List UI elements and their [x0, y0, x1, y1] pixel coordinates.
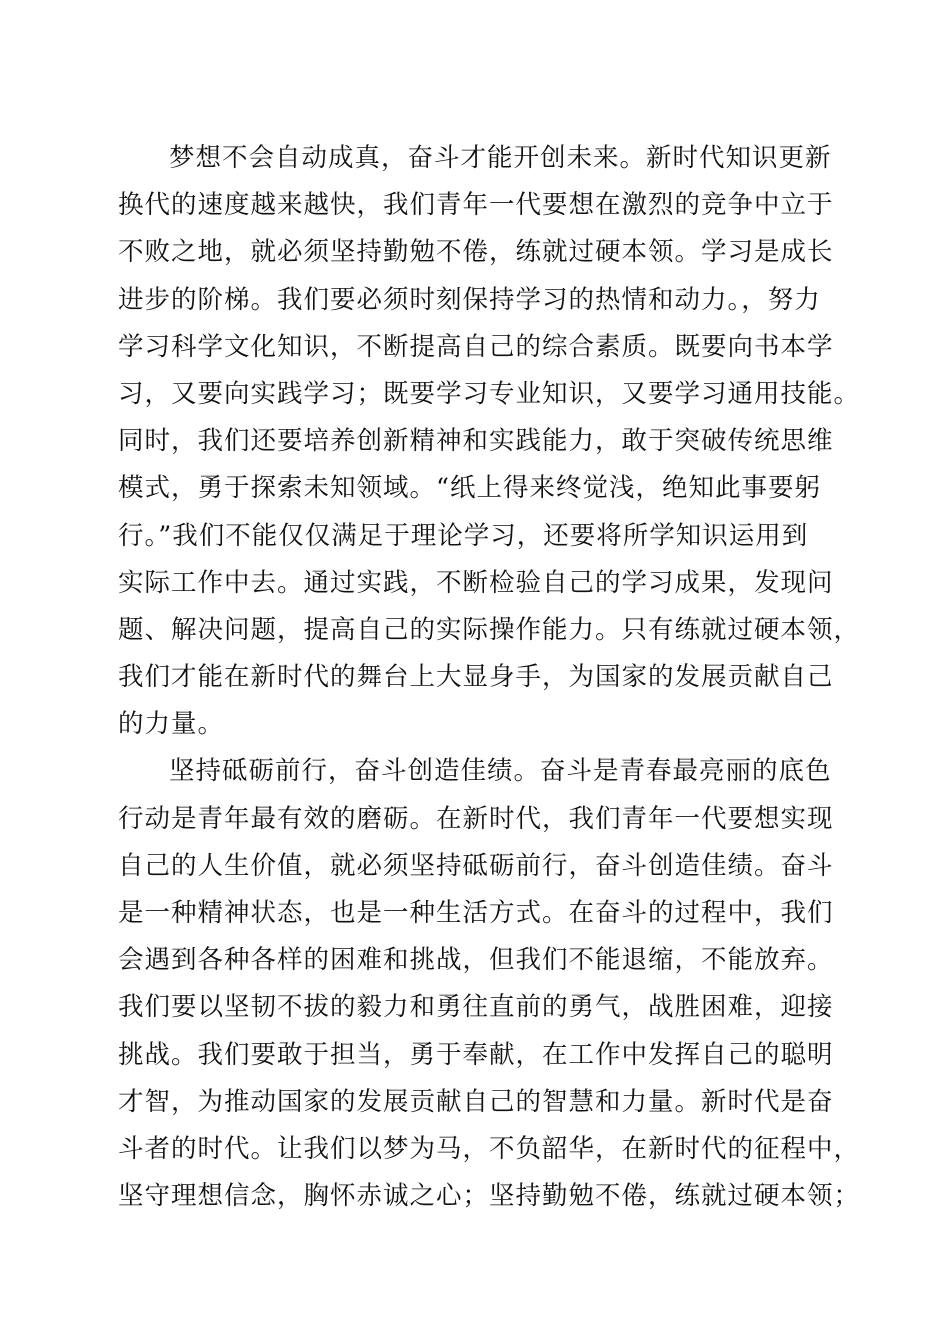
- paragraph-line: 我们要以坚韧不拔的毅力和勇往直前的勇气，战胜困难，迎接: [118, 992, 834, 1023]
- paragraph-line: 同时，我们还要培养创新精神和实践能力，敢于突破传统思维: [118, 426, 834, 457]
- paragraph-line: 自己的人生价值，就必须坚持砥砺前行，奋斗创造佳绩。奋斗: [118, 850, 834, 881]
- paragraph-line: 实际工作中去。通过实践，不断检验自己的学习成果，发现问: [118, 567, 834, 598]
- paragraph-line: 进步的阶梯。我们要必须时刻保持学习的热情和动力。，努力: [118, 284, 821, 315]
- paragraph-2: [118, 748, 861, 1220]
- paragraph-line: 学习科学文化知识，不断提高自己的综合素质。既要向书本学: [118, 331, 834, 362]
- paragraph-line: 我们才能在新时代的舞台上大显身手，为国家的发展贡献自己: [118, 662, 834, 693]
- paragraph-line: 的力量。: [118, 709, 225, 740]
- document-body: [118, 135, 861, 1220]
- paragraph-line: 才智，为推动国家的发展贡献自己的智慧和力量。新时代是奋: [118, 1086, 834, 1117]
- paragraph-line: 行动是青年最有效的磨砺。在新时代，我们青年一代要想实现: [118, 803, 834, 834]
- paragraph-line: 是一种精神状态，也是一种生活方式。在奋斗的过程中，我们: [118, 898, 834, 928]
- paragraph-line: 习，又要向实践学习；既要学习专业知识，又要学习通用技能。: [118, 378, 861, 409]
- paragraph-line: 坚守理想信念，胸怀赤诚之心；坚持勤勉不倦，练就过硬本领；: [118, 1181, 861, 1212]
- paragraph-line: 坚持砥砺前行，奋斗创造佳绩。奋斗是青春最亮丽的底色: [169, 756, 832, 787]
- paragraph-line: 题、解决问题，提高自己的实际操作能力。只有练就过硬本领，: [118, 614, 861, 645]
- paragraph-line: 模式，勇于探索未知领域。“纸上得来终觉浅，绝知此事要躬: [118, 473, 822, 504]
- paragraph-line: 行。”我们不能仅仅满足于理论学习，还要将所学知识运用到: [118, 520, 809, 551]
- paragraph-line: 会遇到各种各样的困难和挑战，但我们不能退缩，不能放弃。: [118, 945, 834, 976]
- paragraph-line: 不败之地，就必须坚持勤勉不倦，练就过硬本领。学习是成长: [118, 237, 834, 268]
- paragraph-line: 换代的速度越来越快，我们青年一代要想在激烈的竞争中立于: [118, 190, 834, 221]
- paragraph-line: 斗者的时代。让我们以梦为马，不负韶华，在新时代的征程中，: [118, 1133, 861, 1164]
- paragraph-1: [118, 135, 861, 748]
- paragraph-line: 梦想不会自动成真，奋斗才能开创未来。新时代知识更新: [169, 143, 832, 173]
- paragraph-line: 挑战。我们要敢于担当，勇于奉献，在工作中发挥自己的聪明: [118, 1039, 834, 1070]
